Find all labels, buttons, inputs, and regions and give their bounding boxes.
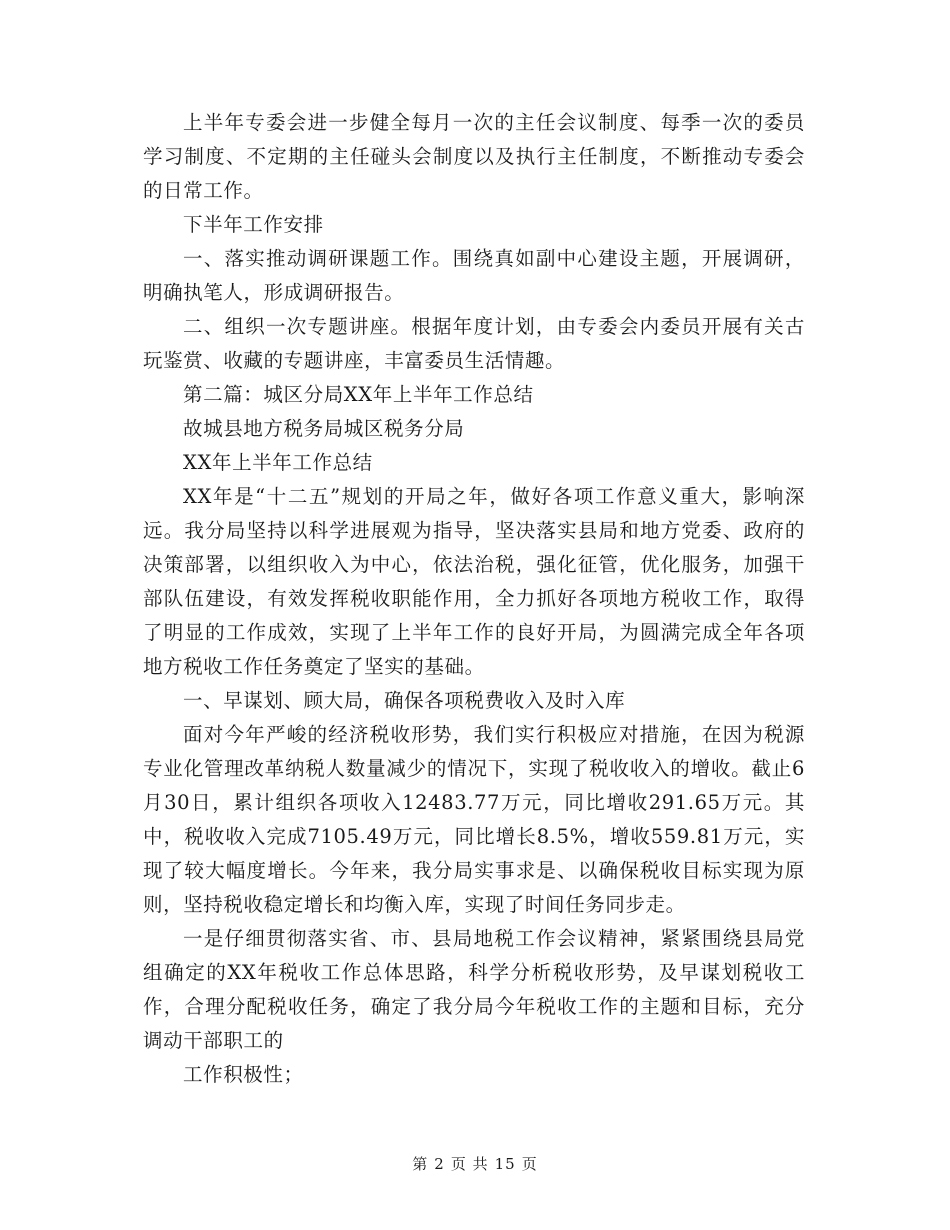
paragraph-enthusiasm: 工作积极性；: [183, 1063, 304, 1086]
paragraph-revenue-figures: 面对今年严峻的经济税收形势，我们实行积极应对措施，在因为税源专业化管理改革纳税人数量减少的情况下，实现了税收收入的增收。截止6月30日，累计组织各项收入12483.77万元，同比增收291.65万元。其中，税收收入完成7105.49万元，同比增长8.5%，增收559.81万元，实现了较大幅度增长。今年来，我分局实事求是、以确保税收目标实现为原则，坚持税收稳定增长和均衡入库，实现了时间任务同步走。: [143, 723, 805, 916]
paragraph-committee-meetings: 上半年专委会进一步健全每月一次的主任会议制度、每季一次的委员学习制度、不定期的主任碰头会制度以及执行主任制度，不断推动专委会的日常工作。: [143, 111, 805, 202]
footer-total-pages: 15: [494, 1155, 516, 1173]
paragraph-overview: XX年是“十二五”规划的开局之年，做好各项工作意义重大，影响深远。我分局坚持以科学进展观为指导，坚决落实县局和地方党委、政府的决策部署，以组织收入为中心，依法治税，强化征管，优化服务，加强干部队伍建设，有效发挥税收职能作用，全力抓好各项地方税收工作，取得了明显的工作成效，实现了上半年工作的良好开局，为圆满完成全年各项地方税收工作任务奠定了坚实的基础。: [143, 485, 805, 678]
heading-summary-title: XX年上半年工作总结: [183, 451, 373, 474]
heading-second-half-plan: 下半年工作安排: [183, 213, 324, 236]
paragraph-lecture: 二、组织一次专题讲座。根据年度计划，由专委会内委员开展有关古玩鉴赏、收藏的专题讲座，丰富委员生活情趣。: [143, 315, 805, 372]
heading-second-article: 第二篇：城区分局XX年上半年工作总结: [183, 383, 534, 406]
footer-suffix: 页: [521, 1155, 538, 1173]
heading-tax-bureau: 故城县地方税务局城区税务分局: [183, 417, 465, 440]
footer-prefix: 第: [412, 1155, 429, 1173]
footer-current-page: 2: [434, 1155, 445, 1173]
page-footer: [0, 1152, 950, 1176]
paragraph-implementation: 一是仔细贯彻落实省、市、县局地税工作会议精神，紧紧围绕县局党组确定的XX年税收工作总体思路，科学分析税收形势，及早谋划税收工作，合理分配税收任务，确定了我分局今年税收工作的主题和目标，充分调动干部职工的: [143, 927, 805, 1052]
heading-section-one: 一、早谋划、顾大局，确保各项税费收入及时入库: [183, 689, 626, 712]
footer-middle: 页 共: [450, 1155, 489, 1173]
document-body: [143, 106, 805, 1092]
paragraph-research-topic: 一、落实推动调研课题工作。围绕真如副中心建设主题，开展调研，明确执笔人，形成调研报告。: [143, 247, 805, 304]
